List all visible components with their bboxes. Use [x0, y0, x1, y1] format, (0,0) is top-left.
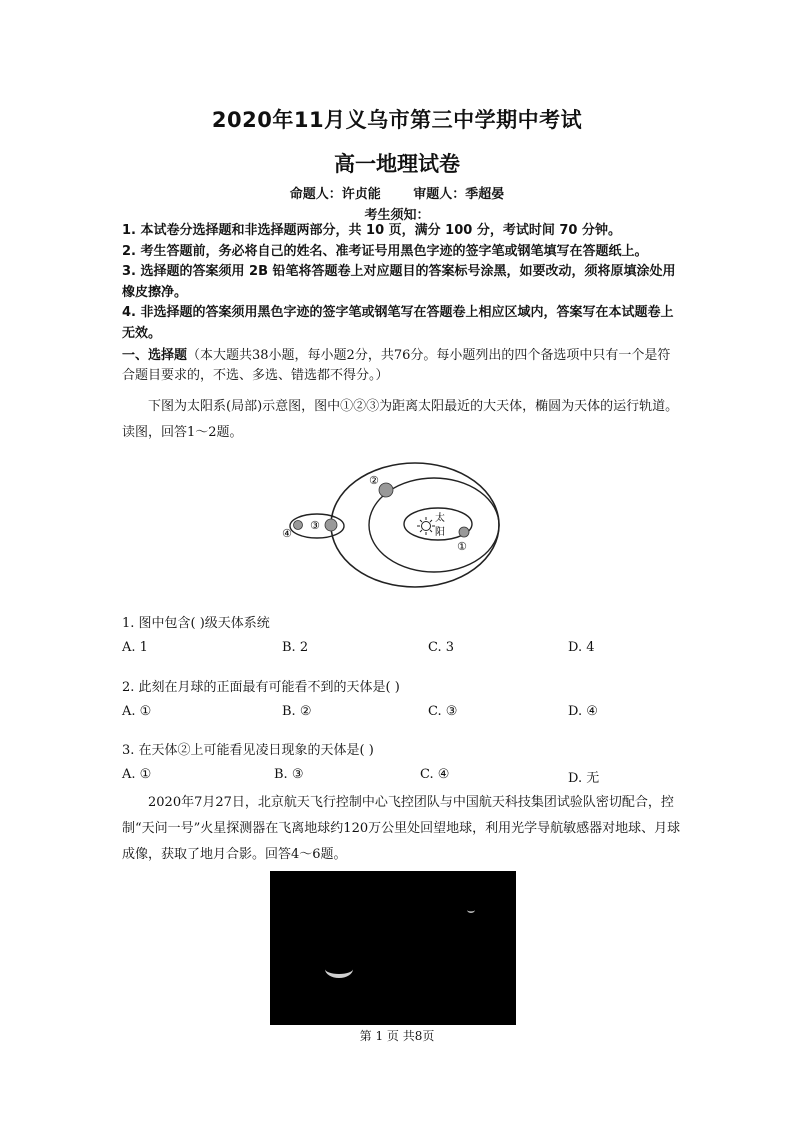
outer-orbit [331, 463, 499, 587]
question-3-stem: 3. 在天体②上可能看见凌日现象的天体是( ) [122, 743, 374, 758]
q3-option-d: D. 无 [568, 771, 600, 786]
body-1 [459, 527, 469, 537]
sun-label-1: 太 [435, 513, 445, 524]
q3-option-c: C. ④ [420, 767, 450, 782]
q2-option-c: C. ③ [428, 704, 458, 719]
section-label: 一、选择题 [122, 348, 188, 363]
exam-subtitle: 高一地理试卷 [334, 152, 460, 176]
reviewer: 审题人：季超晏 [413, 187, 505, 202]
notice-heading: 考生须知： [364, 208, 430, 223]
body-4-label: ④ [282, 527, 292, 540]
notice-item: 2. 考生答题前，务必将自己的姓名、准考证号用黑色字迹的签字笔或钢笔填写在答题纸上。 [122, 243, 648, 259]
intro-paragraph-2: 2020年7月27日，北京航天飞行控制中心飞控团队与中国航天科技集团试验队密切配合，控制“天问一号”火星探测器在飞离地球约120万公里处回望地球，利用光学导航敏感器对地球、月球成像，获取了地月合影。回答4～6题。 [122, 795, 681, 862]
earth-moon-photo [270, 871, 516, 1025]
notice-item: 3. 选择题的答案须用 2B 铅笔将答题卷上对应题目的答案标号涂黑，如要改动，须将原填涂处用橡皮擦净。 [122, 264, 676, 300]
q1-option-c: C. 3 [428, 640, 455, 655]
question-2-stem: 2. 此刻在月球的正面最有可能看不到的天体是( ) [122, 680, 400, 695]
question-1-stem: 1. 图中包含( )级天体系统 [122, 616, 270, 631]
setter: 命题人：许贞能 [289, 187, 381, 202]
notice-item: 1. 本试卷分选择题和非选择题两部分，共 10 页，满分 100 分，考试时间 70 分钟。 [122, 223, 621, 238]
sun-label-2: 阳 [435, 527, 445, 538]
q1-option-b: B. 2 [282, 640, 309, 655]
body-3-label: ③ [310, 519, 320, 532]
authors-line [0, 183, 794, 202]
q3-option-b: B. ③ [274, 767, 304, 782]
sun-icon [417, 517, 435, 535]
solar-system-diagram [270, 455, 520, 605]
section-header [122, 346, 682, 386]
notice-item: 4. 非选择题的答案须用黑色字迹的签字笔或钢笔写在答题卷上相应区域内，答案写在本试题卷上无效。 [122, 305, 674, 341]
earth-moon-image [270, 871, 516, 1025]
body-2-label: ② [369, 474, 379, 487]
exam-title: 2020年11月义乌市第三中学期中考试 [211, 108, 583, 132]
body-4 [294, 521, 303, 530]
section-desc: （本大题共38小题，每小题2分，共76分。每小题列出的四个备选项中只有一个是符合题目要求的，不选、多选、错选都不得分。） [122, 348, 671, 383]
q1-option-d: D. 4 [568, 640, 595, 655]
body-2 [379, 483, 393, 497]
page-footer: 第 1 页 共8页 [359, 1029, 435, 1043]
q1-option-a: A. 1 [122, 640, 148, 655]
q3-option-a: A. ① [122, 767, 152, 782]
notice-list [122, 221, 682, 345]
body-1-label: ① [457, 540, 467, 553]
q2-option-b: B. ② [282, 704, 312, 719]
intro-paragraph-1: 下图为太阳系(局部)示意图，图中①②③为距离太阳最近的大天体，椭圆为天体的运行轨道。读图，回答1～2题。 [122, 399, 679, 440]
body-3 [325, 519, 337, 531]
q2-option-d: D. ④ [568, 704, 598, 719]
q2-option-a: A. ① [122, 704, 152, 719]
